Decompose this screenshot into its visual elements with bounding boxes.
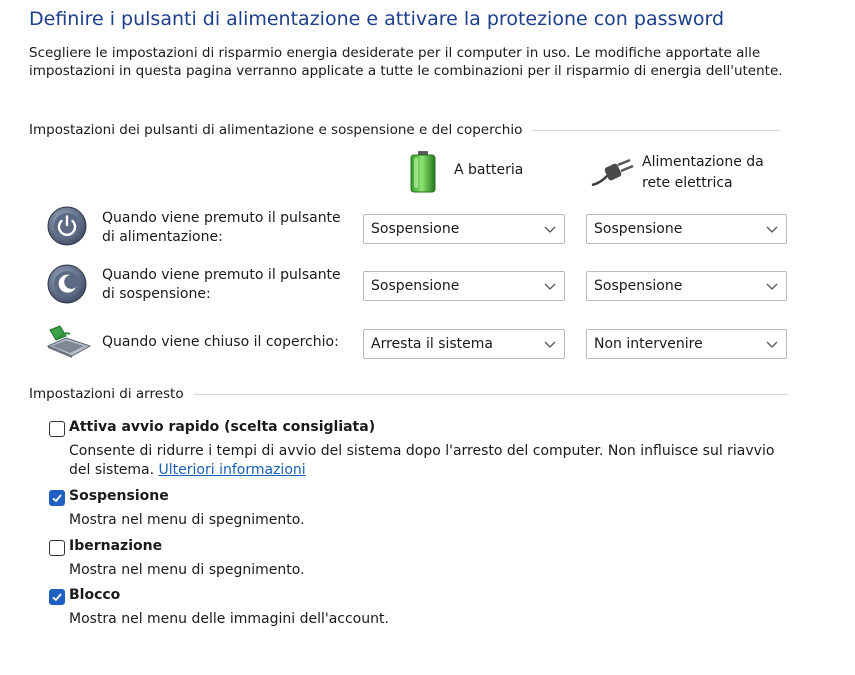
lid-ac-select[interactable] [586,329,787,359]
chevron-down-icon [766,223,778,235]
hibernate-option-description: Mostra nel menu di spegnimento. [69,562,305,578]
select-value: Non intervenire [594,336,703,352]
sleep-button-battery-select[interactable] [363,271,565,301]
ac-label-line2: rete elettrica [642,175,733,191]
hibernate-checkbox[interactable] [49,540,65,556]
fast-startup-description [69,442,799,480]
lid-label [102,333,352,352]
power-button-label-line2: di alimentazione: [102,229,223,245]
lock-option-title: Blocco [69,587,121,603]
lid-battery-select[interactable] [363,329,565,359]
select-value: Arresta il sistema [371,336,493,352]
shutdown-section-header [29,386,788,402]
chevron-down-icon [766,338,778,350]
sleep-button-ac-select[interactable] [586,271,787,301]
lid-label-line1: Quando viene chiuso il coperchio: [102,334,339,350]
divider [194,394,788,395]
sleep-button-label-line1: Quando viene premuto il pulsante [102,267,341,283]
fast-startup-checkbox[interactable] [49,421,65,437]
hibernate-option-title: Ibernazione [69,538,163,554]
page-title: Definire i pulsanti di alimentazione e attivare la protezione con password [29,8,725,30]
chevron-down-icon [544,223,556,235]
sleep-option-description: Mostra nel menu di spegnimento. [69,512,305,528]
shutdown-section-title: Impostazioni di arresto [29,386,184,402]
select-value: Sospensione [594,221,683,237]
chevron-down-icon [544,338,556,350]
fast-startup-desc-line1: Consente di ridurre i tempi di avvio del sistema dopo l'arresto del computer. Non influisce sul riavvio [69,443,775,459]
checkmark-icon [51,591,63,603]
more-info-link[interactable]: Ulteriori informazioni [158,462,306,478]
battery-column-label: A batteria [454,162,524,178]
lock-option-description: Mostra nel menu delle immagini dell'account. [69,611,389,627]
divider [532,130,780,131]
battery-column-header [408,150,523,194]
select-value: Sospensione [371,221,460,237]
sleep-button-label [102,266,352,304]
power-button-battery-select[interactable] [363,214,565,244]
fast-startup-title: Attiva avvio rapido (scelta consigliata) [69,419,376,435]
power-button-label-line1: Quando viene premuto il pulsante [102,210,341,226]
power-button-icon [46,205,88,247]
select-value: Sospensione [371,278,460,294]
lock-checkbox[interactable] [49,589,65,605]
power-section-title: Impostazioni dei pulsanti di alimentazione e sospensione e del coperchio [29,122,523,138]
power-button-label [102,209,352,247]
chevron-down-icon [766,280,778,292]
battery-icon [408,150,438,194]
ac-column-label [642,152,764,194]
power-plug-icon [590,157,634,189]
sleep-button-icon [46,263,88,305]
sleep-button-label-line2: di sospensione: [102,286,211,302]
power-section-header [29,122,780,138]
intro-text: Scegliere le impostazioni di risparmio energia desiderate per il computer in uso. Le modifiche apportate alle impostazioni in questa pagina verranno applicate a tutte le combinazioni per il risparmio di energia dell'utente. [29,45,783,79]
ac-label-line1: Alimentazione da [642,154,764,170]
select-value: Sospensione [594,278,683,294]
laptop-lid-icon [44,322,92,362]
sleep-option-title: Sospensione [69,488,169,504]
fast-startup-desc-line2 [69,461,799,480]
ac-column-header [590,152,764,194]
power-button-ac-select[interactable] [586,214,787,244]
checkmark-icon [51,492,63,504]
sleep-checkbox[interactable] [49,490,65,506]
chevron-down-icon [544,280,556,292]
fast-startup-desc-line2-text: del sistema. [69,462,155,478]
